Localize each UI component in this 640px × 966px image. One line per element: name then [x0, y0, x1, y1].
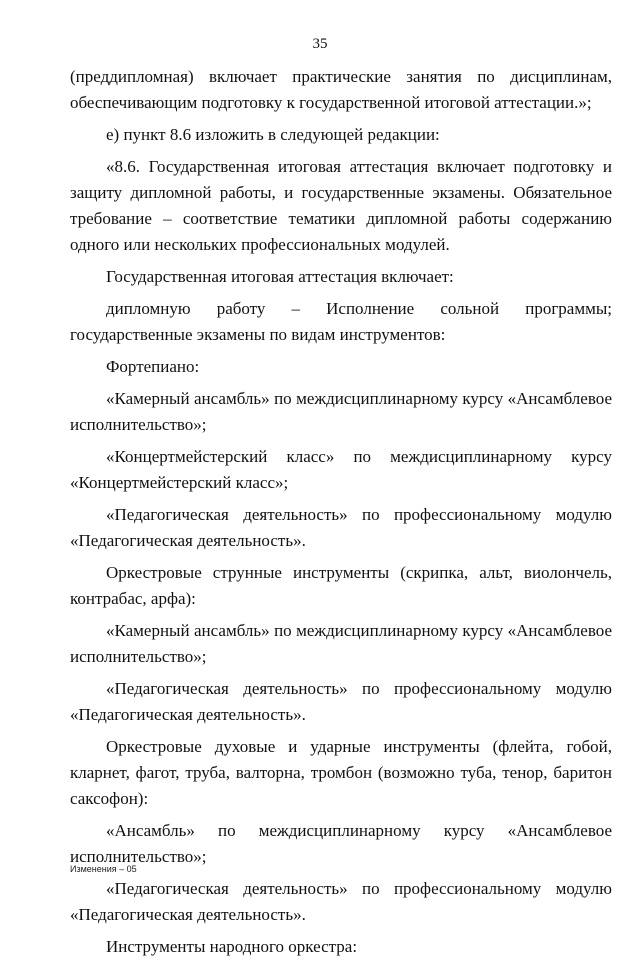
- paragraph: Оркестровые духовые и ударные инструменты (флейта, гобой, кларнет, фагот, труба, валторна, тромбон (возможно туба, тенор, баритон саксофон):: [70, 737, 612, 808]
- paragraph: «Камерный ансамбль» по междисциплинарному курсу «Ансамблевое исполнительство»;: [70, 389, 612, 434]
- paragraph: «Педагогическая деятельность» по профессиональному модулю «Педагогическая деятельность».: [70, 679, 612, 724]
- paragraph: «Камерный ансамбль» по междисциплинарному курсу «Ансамблевое исполнительство»;: [70, 621, 612, 666]
- paragraph: Инструменты народного оркестра:: [106, 937, 358, 956]
- paragraph: Фортепиано:: [106, 357, 200, 376]
- paragraph: Оркестровые струнные инструменты (скрипка, альт, виолончель, контрабас, арфа):: [70, 563, 612, 608]
- paragraph: «Ансамбль» по междисциплинарному курсу «Ансамблевое исполнительство»;: [70, 821, 612, 866]
- paragraph: дипломную работу – Исполнение сольной программы; государственные экзамены по видам инструментов:: [70, 299, 612, 344]
- page-number: 35: [312, 36, 328, 52]
- paragraph: е) пункт 8.6 изложить в следующей редакции:: [106, 125, 440, 144]
- paragraph: «8.6. Государственная итоговая аттестация включает подготовку и защиту дипломной работы, и государственные экзамены. Обязательное требование – соответствие тематики дипломной работы содержанию одного или нескольких профессиональных модулей.: [70, 157, 612, 254]
- paragraph: «Педагогическая деятельность» по профессиональному модулю «Педагогическая деятельность».: [70, 879, 612, 924]
- document-body: [70, 64, 612, 966]
- footer-note: Изменения – 05: [70, 864, 137, 874]
- paragraph: «Педагогическая деятельность» по профессиональному модулю «Педагогическая деятельность».: [70, 505, 612, 550]
- paragraph: Государственная итоговая аттестация включает:: [106, 267, 454, 286]
- paragraph: «Концертмейстерский класс» по междисциплинарному курсу «Концертмейстерский класс»;: [70, 447, 612, 492]
- paragraph: (преддипломная) включает практические занятия по дисциплинам, обеспечивающим подготовку к государственной итоговой аттестации.»;: [70, 67, 612, 112]
